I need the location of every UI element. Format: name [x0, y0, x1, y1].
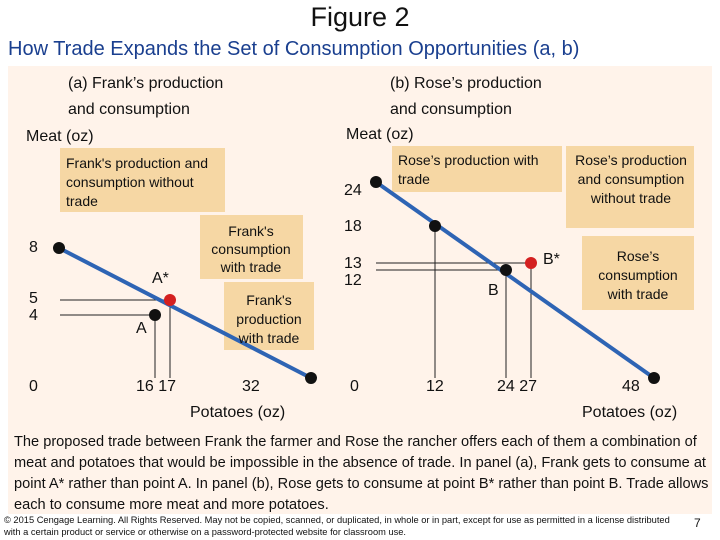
panel-b-y-tick-24: 24: [344, 182, 362, 199]
rose-endpoint-meat-24: [370, 176, 382, 188]
panel-a-title-line1: (a) Frank’s production: [68, 75, 224, 92]
callout-frank-consumption-with-trade-text: Frank's consumption with trade: [211, 223, 291, 275]
panel-a-y-axis-label: Meat (oz): [26, 128, 94, 145]
panel-a-x-tick-16-17: 16 17: [136, 378, 177, 395]
callout-rose-without-trade-text: Rose’s production and consumption without trade: [575, 152, 687, 206]
panel-a-y-tick-8: 8: [29, 239, 38, 256]
point-b: [500, 264, 512, 276]
figure-subtitle: How Trade Expands the Set of Consumption Opportunities (a, b): [8, 38, 580, 60]
point-a-label: A: [136, 320, 147, 337]
panel-b-x-tick-12: 12: [426, 378, 444, 395]
frank-endpoint-meat-8: [53, 242, 65, 254]
point-a-star-label: A*: [152, 270, 169, 287]
panel-b-x-axis-label: Potatoes (oz): [582, 404, 678, 421]
copyright-notice: © 2015 Cengage Learning. All Rights Reserved. May not be copied, scanned, or duplicated, in whole or in part, except for use as permitted in a license distributed with a certain product or service or otherwise on a password-protected website for classroom use.: [4, 515, 670, 537]
panel-a-x-axis-label: Potatoes (oz): [190, 404, 286, 421]
panel-b-y-tick-13: 13: [344, 255, 362, 272]
panel-b-x-tick-48: 48: [622, 378, 640, 395]
callout-rose-consumption-with-trade-text: Rose’s consumption with trade: [598, 248, 678, 302]
point-a-star: [164, 294, 176, 306]
frank-endpoint-potatoes-32: [305, 372, 317, 384]
rose-endpoint-potatoes-48: [648, 372, 660, 384]
point-b-star: [525, 257, 537, 269]
callout-rose-production-with-trade-text: Rose’s production with trade: [398, 152, 539, 187]
rose-point-12-18: [429, 220, 441, 232]
callout-frank-without-trade-text: Frank's production and consumption without trade: [66, 155, 208, 209]
panel-a-y-tick-4: 4: [29, 307, 38, 324]
point-b-label: B: [488, 282, 499, 299]
point-a: [149, 309, 161, 321]
panel-b-title-line1: (b) Rose’s production: [390, 75, 542, 92]
panel-b-y-axis-label: Meat (oz): [346, 126, 414, 143]
panel-b-y-tick-18: 18: [344, 218, 362, 235]
panel-b-title-line2: and consumption: [390, 101, 512, 118]
figure-title: Figure 2: [310, 2, 410, 32]
panel-a-title-line2: and consumption: [68, 101, 190, 118]
panel-b-x-tick-24-27: 24 27: [497, 378, 538, 395]
point-b-star-label: B*: [543, 251, 560, 268]
panel-b-y-tick-12: 12: [344, 272, 362, 289]
panel-a-x-tick-0: 0: [29, 378, 38, 395]
figure-caption: The proposed trade between Frank the farmer and Rose the rancher offers each of them a combination of meat and potatoes that would be impossible in the absence of trade. In panel (a), Frank gets to consume at point A* rather than point A. In panel (b), Rose gets to consume at point B* rather than point B. Trade allows each to consume more meat and more potatoes.: [14, 434, 709, 513]
callout-frank-production-with-trade-text: Frank's production with trade: [236, 292, 302, 346]
panel-a-y-tick-5: 5: [29, 290, 38, 307]
panel-a-x-tick-32: 32: [242, 378, 260, 395]
panel-b-x-tick-0: 0: [350, 378, 359, 395]
page-number: 7: [694, 516, 701, 530]
